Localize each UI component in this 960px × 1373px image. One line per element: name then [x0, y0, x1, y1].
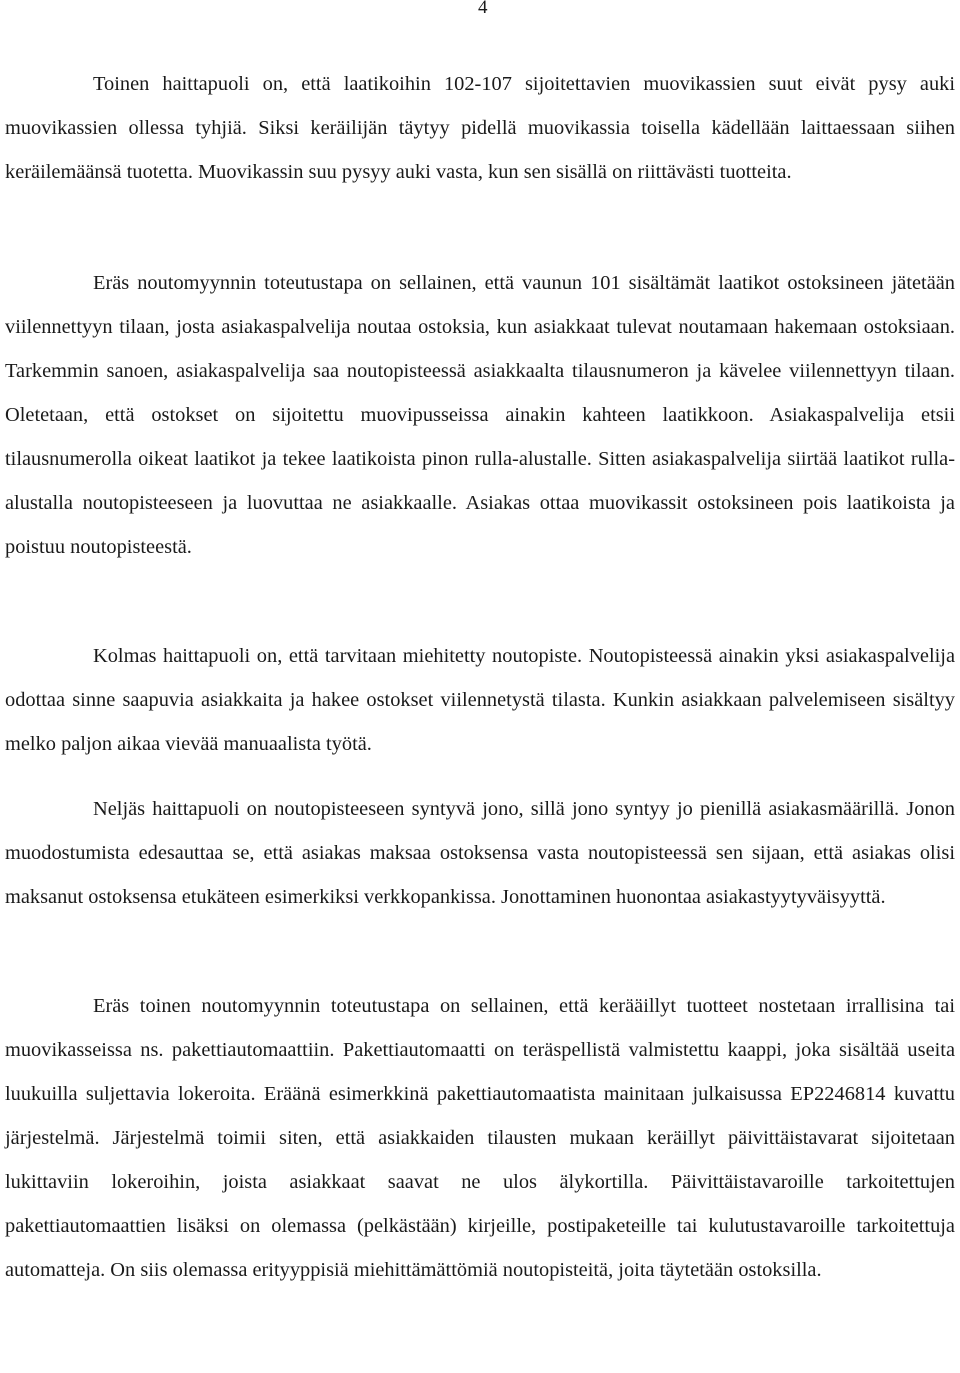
paragraph-third-drawback: Kolmas haittapuoli on, että tarvitaan miehitetty noutopiste. Noutopisteessä ainakin yksi asiakaspalvelija odottaa sinne saapuvia asiakkaita ja hakee ostokset viilennetystä tilasta. Kunkin asiakkaan palvelemiseen sisältyy melko paljon aikaa vievää manuaalista työtä. [5, 645, 955, 755]
paragraph-pickup-implementation: Eräs noutomyynnin toteutustapa on sellainen, että vaunun 101 sisältämät laatikot ostoksineen jätetään viilennettyyn tilaan, josta asiakaspalvelija noutaa ostoksia, kun asiakkaat tulevat noutamaan hakemaan ostoksiaan. Tarkemmin sanoen, asiakaspalvelija saa noutopisteessä asiakkaalta tilausnumeron ja kävelee viilennettyyn tilaan. Oletetaan, että ostokset on sijoitettu muovipusseissa ainakin kahteen laatikkoon. Asiakaspalvelija etsii tilausnumerolla oikeat laatikot ja tekee laatikoista pinon rulla-alustalle. Sitten asiakaspalvelija siirtää laatikot rulla-alustalla noutopisteeseen ja luovuttaa ne asiakkaalle. Asiakas ottaa muovikassit ostoksineen pois laatikoista ja poistuu noutopisteestä. [5, 272, 955, 558]
page-number: 4 [478, 0, 488, 18]
paragraph-parcel-terminal: Eräs toinen noutomyynnin toteutustapa on sellainen, että kerääillyt tuotteet nostetaan irrallisina tai muovikasseissa ns. pakettiautomaattiin. Pakettiautomaatti on teräspellistä valmistettu kaappi, joka sisältää useita luukuilla suljettavia lokeroita. Eräänä esimerkkinä pakettiautomaatista mainitaan julkaisussa EP2246814 kuvattu järjestelmä. Järjestelmä toimii siten, että asiakkaiden tilausten mukaan keräillyt päivittäistavarat sijoitetaan lukittaviin lokeroihin, joista asiakkaat saavat ne ulos älykortilla. Päivittäistavaroille tarkoitettujen pakettiautomaattien lisäksi on olemassa (pelkästään) kirjeille, postipaketeille tai kulutustavaroille tarkoitettuja automatteja. On siis olemassa erityyppisiä miehittämättömiä noutopisteitä, joita täytetään ostoksilla. [5, 995, 955, 1281]
paragraph-fourth-drawback: Neljäs haittapuoli on noutopisteeseen syntyvä jono, sillä jono syntyy jo pienillä asiakasmäärillä. Jonon muodostumista edesauttaa se, että asiakas maksaa ostoksensa vasta noutopisteessä sen sijaan, että asiakas olisi maksanut ostoksensa etukäteen esimerkiksi verkkopankissa. Jonottaminen huonontaa asiakastyytyväisyyttä. [5, 798, 955, 908]
paragraph-first-drawback: Toinen haittapuoli on, että laatikoihin 102-107 sijoitettavien muovikassien suut eivät pysy auki muovikassien ollessa tyhjiä. Siksi keräilijän täytyy pidellä muovikassia toisella kädellään laittaessaan siihen keräilemäänsä tuotetta. Muovikassin suu pysyy auki vasta, kun sen sisällä on riittävästi tuotteita. [5, 73, 955, 183]
